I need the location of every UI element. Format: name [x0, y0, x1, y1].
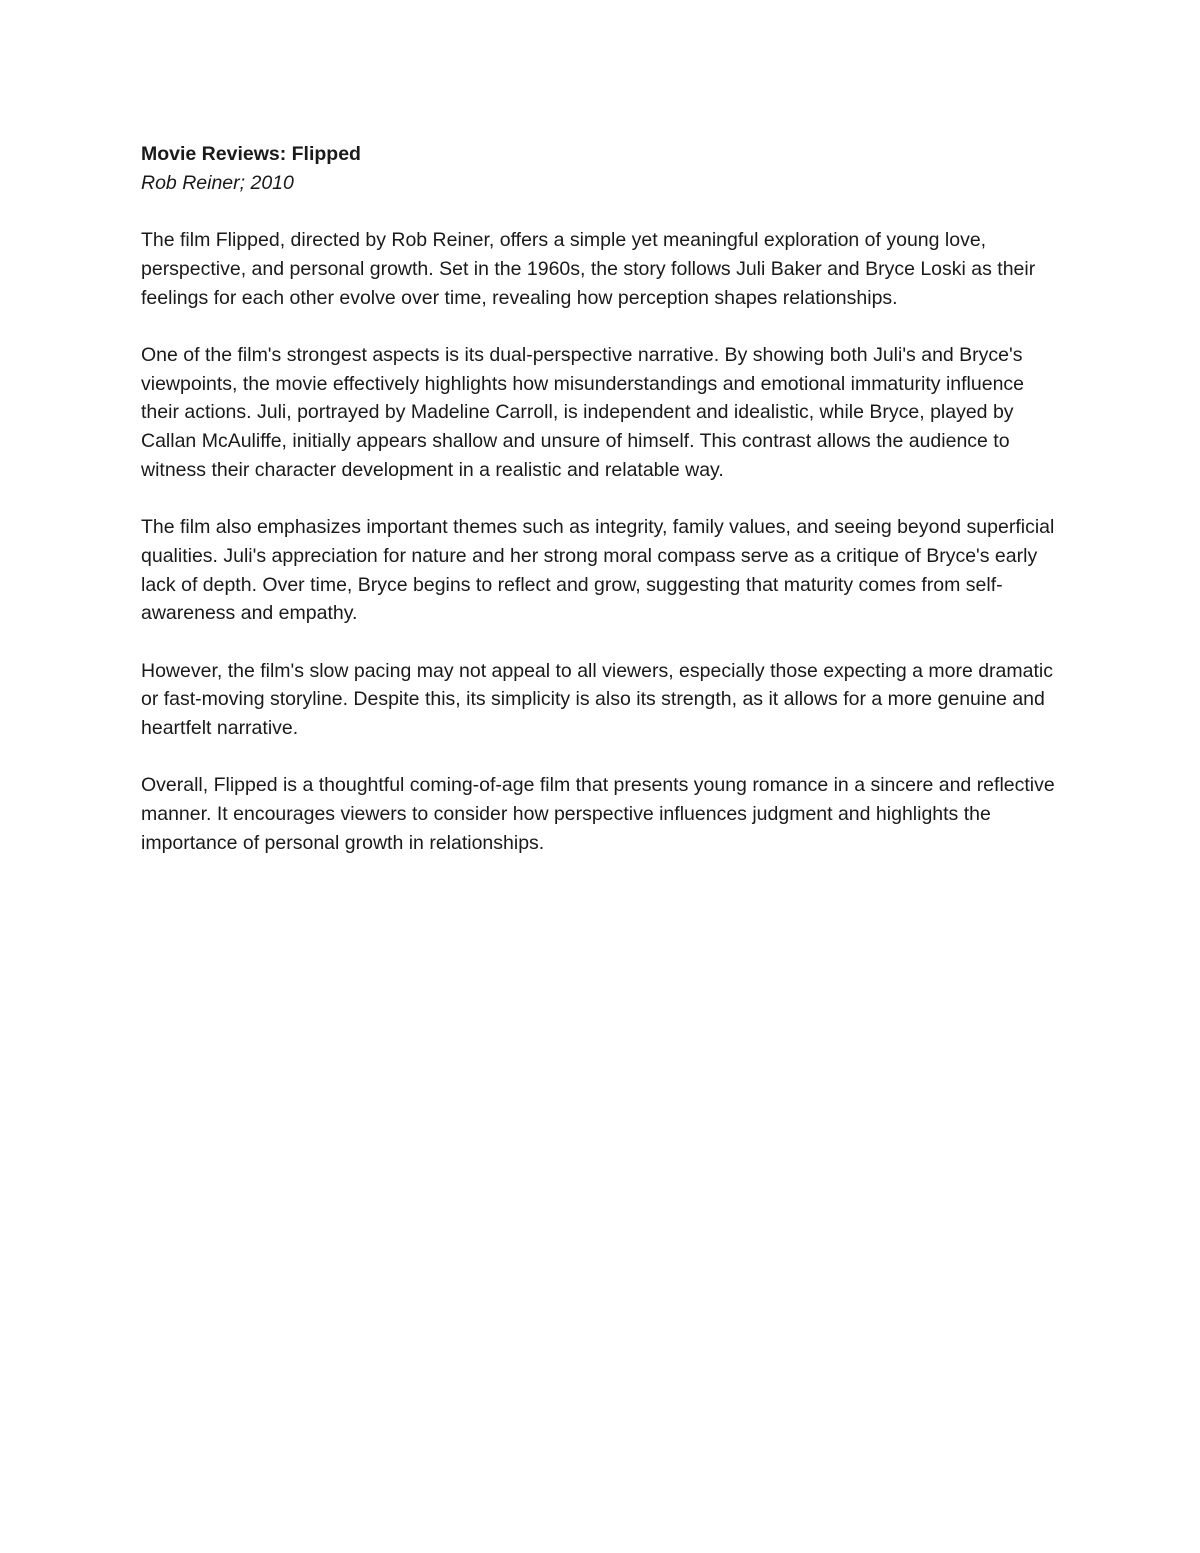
paragraph-narrative: One of the film's strongest aspects is its dual-perspective narrative. By showing both Juli's and Bryce's viewpoints, the movie effectively highlights how misunderstandings and emotional immaturity influence their actions. Juli, portrayed by Madeline Carroll, is independent and idealistic, while Bryce, played by Callan McAuliffe, initially appears shallow and unsure of himself. This contrast allows the audience to witness their character development in a realistic and relatable way. — [141, 343, 1025, 481]
paragraph-intro: The film Flipped, directed by Rob Reiner, offers a simple yet meaningful exploration of young love, perspective, and personal growth. Set in the 1960s, the story follows Juli Baker and Bryce Loski as their feelings for each other evolve over time, revealing how perception shapes relationships. — [141, 229, 1036, 309]
document-title: Movie Reviews: Flipped — [141, 143, 361, 165]
paragraph-conclusion: Overall, Flipped is a thoughtful coming-of-age film that presents young romance in a sincere and reflective manner. It encourages viewers to consider how perspective influences judgment and highlights the importance of personal growth in relationships. — [141, 774, 1055, 854]
paragraph-pacing: However, the film's slow pacing may not appeal to all viewers, especially those expecting a more dramatic or fast-moving storyline. Despite this, its simplicity is also its strength, as it allows for a more genuine and heartfelt narrative. — [141, 659, 1053, 739]
paragraph-themes: The film also emphasizes important themes such as integrity, family values, and seeing beyond superficial qualities. Juli's appreciation for nature and her strong moral compass serve as a critique of Bryce's early lack of depth. Over time, Bryce begins to reflect and grow, suggesting that maturity comes from self-awareness and empathy. — [141, 516, 1055, 625]
document-subtitle: Rob Reiner; 2010 — [141, 171, 294, 194]
document-body — [141, 140, 1066, 886]
